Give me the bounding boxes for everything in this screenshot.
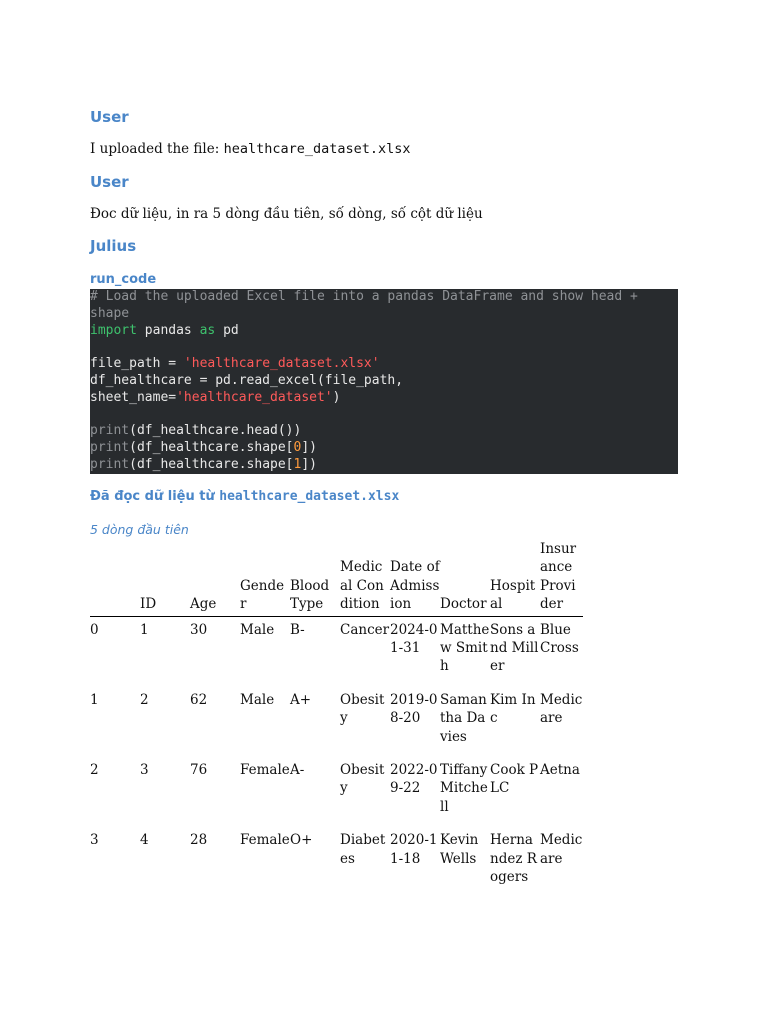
code-number: 0 bbox=[293, 440, 302, 456]
table-cell: 2020-11-18 bbox=[390, 832, 438, 867]
table-cell: 4 bbox=[140, 832, 149, 849]
table-cell: Cook PLC bbox=[490, 762, 539, 797]
code-token: df_healthcare = pd.read_excel(file_path, bbox=[90, 372, 404, 388]
table-cell: Sons and Miller bbox=[490, 621, 539, 675]
table-cell: 28 bbox=[190, 832, 208, 849]
table-cell: 62 bbox=[190, 691, 208, 708]
table-cell: 1 bbox=[90, 691, 99, 708]
table-cell: Obesity bbox=[340, 762, 385, 797]
table-cell: 2 bbox=[90, 762, 99, 779]
table-cell: Matthew Smith bbox=[440, 621, 490, 675]
column-header: Hospital bbox=[490, 540, 540, 616]
speaker-user: User bbox=[90, 108, 129, 126]
table-cell: Blue Cross bbox=[540, 621, 579, 657]
table-cell: 2022-09-22 bbox=[390, 762, 438, 797]
column-header: ID bbox=[140, 540, 190, 616]
column-header bbox=[90, 540, 140, 616]
code-builtin: print bbox=[90, 456, 130, 472]
table-cell: 30 bbox=[190, 621, 208, 638]
table-cell: 2019-08-20 bbox=[390, 691, 438, 727]
table-cell: Obesity bbox=[340, 691, 385, 727]
code-token: ]) bbox=[301, 440, 317, 456]
table-cell: 76 bbox=[190, 762, 208, 779]
table-cell: Medicare bbox=[540, 691, 583, 727]
table-cell: 3 bbox=[90, 832, 99, 849]
user-message-upload bbox=[90, 141, 411, 157]
code-keyword: as bbox=[199, 322, 216, 338]
code-token: (df_healthcare.head()) bbox=[129, 423, 302, 439]
code-token: file_path = bbox=[90, 356, 184, 372]
table-cell: Male bbox=[240, 621, 275, 638]
code-token: pandas bbox=[136, 322, 200, 338]
column-header: Age bbox=[190, 540, 240, 616]
code-block[interactable] bbox=[90, 289, 678, 474]
code-token: pd bbox=[215, 322, 239, 338]
table-row bbox=[90, 757, 583, 827]
table-cell: B- bbox=[290, 621, 305, 638]
table-header-row bbox=[90, 540, 583, 616]
code-string: 'healthcare_dataset.xlsx' bbox=[183, 356, 380, 372]
table-cell: 2 bbox=[140, 691, 149, 708]
table-cell: A+ bbox=[290, 691, 312, 708]
table-cell: Kim Inc bbox=[490, 691, 536, 727]
result-heading-filename: healthcare_dataset.xlsx bbox=[219, 489, 400, 504]
table-cell: 3 bbox=[140, 762, 149, 779]
table-cell: Aetna bbox=[540, 762, 580, 779]
table-cell: O+ bbox=[290, 832, 313, 849]
code-builtin: print bbox=[90, 423, 130, 439]
result-heading bbox=[90, 489, 399, 504]
table-row bbox=[90, 616, 583, 687]
user-message-request: Đoc dữ liệu, in ra 5 dòng đầu tiên, số dòng, số cột dữ liệu bbox=[90, 206, 483, 222]
column-header: Date of Admission bbox=[390, 540, 440, 616]
table-cell: A- bbox=[290, 762, 305, 779]
result-heading-text: Đã đọc dữ liệu từ bbox=[90, 489, 220, 504]
speaker-julius: Julius bbox=[90, 237, 137, 255]
code-comment: shape bbox=[90, 305, 130, 321]
code-token: sheet_name= bbox=[90, 389, 177, 405]
code-keyword: import bbox=[90, 322, 137, 338]
code-token: ) bbox=[332, 389, 341, 405]
code-number: 1 bbox=[293, 456, 302, 472]
code-token: (df_healthcare.shape[ bbox=[129, 440, 294, 456]
code-string: 'healthcare_dataset' bbox=[176, 389, 333, 405]
table-cell: 1 bbox=[140, 621, 149, 638]
table-row bbox=[90, 827, 583, 897]
column-header: Insurance Provider bbox=[540, 540, 583, 616]
table-row bbox=[90, 687, 583, 757]
column-header: Medical Condition bbox=[340, 540, 390, 616]
table-cell: Kevin Wells bbox=[440, 832, 479, 867]
table-cell: Hernandez Rogers bbox=[490, 832, 537, 886]
code-comment: # Load the uploaded Excel file into a pandas DataFrame and show head + bbox=[90, 289, 638, 304]
table-cell: Female bbox=[240, 762, 290, 779]
table-cell: Medicare bbox=[540, 832, 583, 867]
table-cell: 2024-01-31 bbox=[390, 621, 438, 657]
table-cell: Male bbox=[240, 691, 275, 708]
column-header: Doctor bbox=[440, 540, 490, 616]
table-cell: Tiffany Mitchell bbox=[440, 762, 488, 815]
table-cell: Cancer bbox=[340, 621, 390, 638]
code-token: (df_healthcare.shape[ bbox=[129, 456, 294, 472]
column-header: Gender bbox=[240, 540, 290, 616]
upload-text: I uploaded the file: bbox=[90, 141, 224, 157]
code-builtin: print bbox=[90, 440, 130, 456]
table-cell: Samantha Davies bbox=[440, 691, 487, 745]
speaker-user: User bbox=[90, 173, 129, 191]
dataframe-table bbox=[90, 540, 583, 898]
table-cell: Diabetes bbox=[340, 832, 386, 867]
table-caption: 5 dòng đầu tiên bbox=[90, 522, 189, 537]
table-cell: 0 bbox=[90, 621, 99, 638]
code-text bbox=[90, 289, 678, 474]
table-cell: Female bbox=[240, 832, 290, 849]
column-header: Blood Type bbox=[290, 540, 340, 616]
uploaded-filename: healthcare_dataset.xlsx bbox=[223, 141, 411, 157]
run-code-label: run_code bbox=[90, 272, 157, 287]
code-token: ]) bbox=[301, 456, 317, 472]
